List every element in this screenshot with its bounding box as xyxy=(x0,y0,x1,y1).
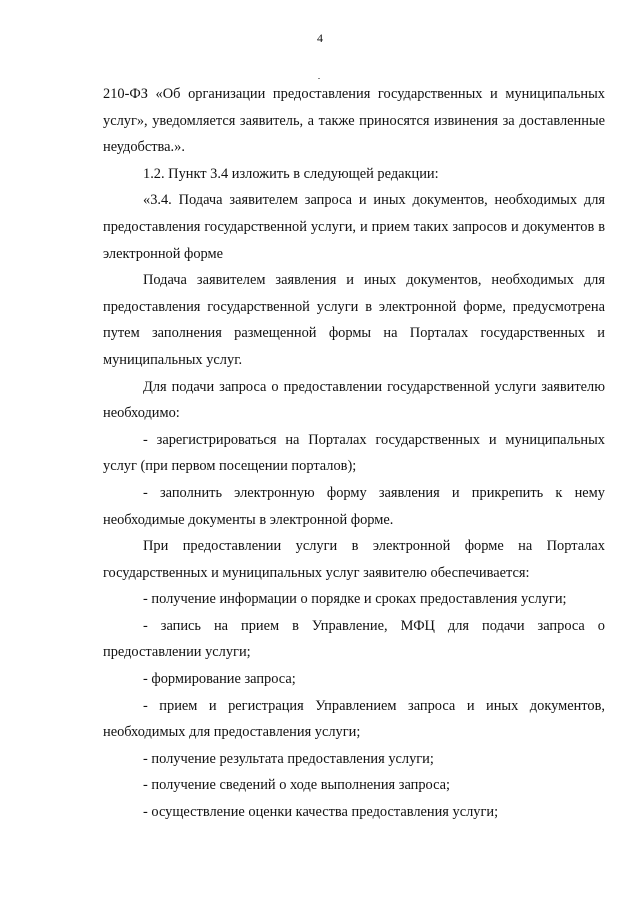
list-item: - получение сведений о ходе выполнения запроса; xyxy=(143,777,451,794)
list-item: - осуществление оценки качества предоставления услуги; xyxy=(143,804,499,821)
list-item: - прием и регистрация Управлением запроса и иных документов, необходимых для предоставления услуги; xyxy=(103,697,605,741)
list-item: - зарегистрироваться на Порталах государственных и муниципальных услуг (при первом посещении порталов); xyxy=(103,431,605,475)
paragraph-amendment-intro: 1.2. Пункт 3.4 изложить в следующей редакции: xyxy=(143,165,439,182)
scan-speck xyxy=(318,78,320,79)
paragraph: Подача заявителем заявления и иных документов, необходимых для предоставления государственной услуги в электронной форме, предусмотрена путем заполнения размещенной формы на Порталах государственных и муниципальных услуг. xyxy=(103,272,605,368)
paragraph: При предоставлении услуги в электронной форме на Порталах государственных и муниципальных услуг заявителю обеспечивается: xyxy=(103,538,605,581)
list-item: - формирование запроса; xyxy=(143,671,296,688)
paragraph-continuation: 210-ФЗ «Об организации предоставления государственных и муниципальных услуг», уведомляется заявитель, а также приносятся извинения за доставленные неудобства.». xyxy=(103,86,605,156)
list-item: - получение результата предоставления услуги; xyxy=(143,750,434,767)
list-item: - получение информации о порядке и сроках предоставления услуги; xyxy=(143,591,567,608)
list-item: - запись на прием в Управление, МФЦ для подачи запроса о предоставлении услуги; xyxy=(103,617,605,661)
list-item: - заполнить электронную форму заявления и прикрепить к нему необходимые документы в электронной форме. xyxy=(103,484,605,528)
paragraph-section-heading: «3.4. Подача заявителем запроса и иных документов, необходимых для предоставления государственной услуги, и прием таких запросов и документов в электронной форме xyxy=(103,192,605,262)
paragraph: Для подачи запроса о предоставлении государственной услуги заявителю необходимо: xyxy=(103,378,605,422)
page-number: 4 xyxy=(317,31,323,45)
document-body xyxy=(103,81,605,826)
